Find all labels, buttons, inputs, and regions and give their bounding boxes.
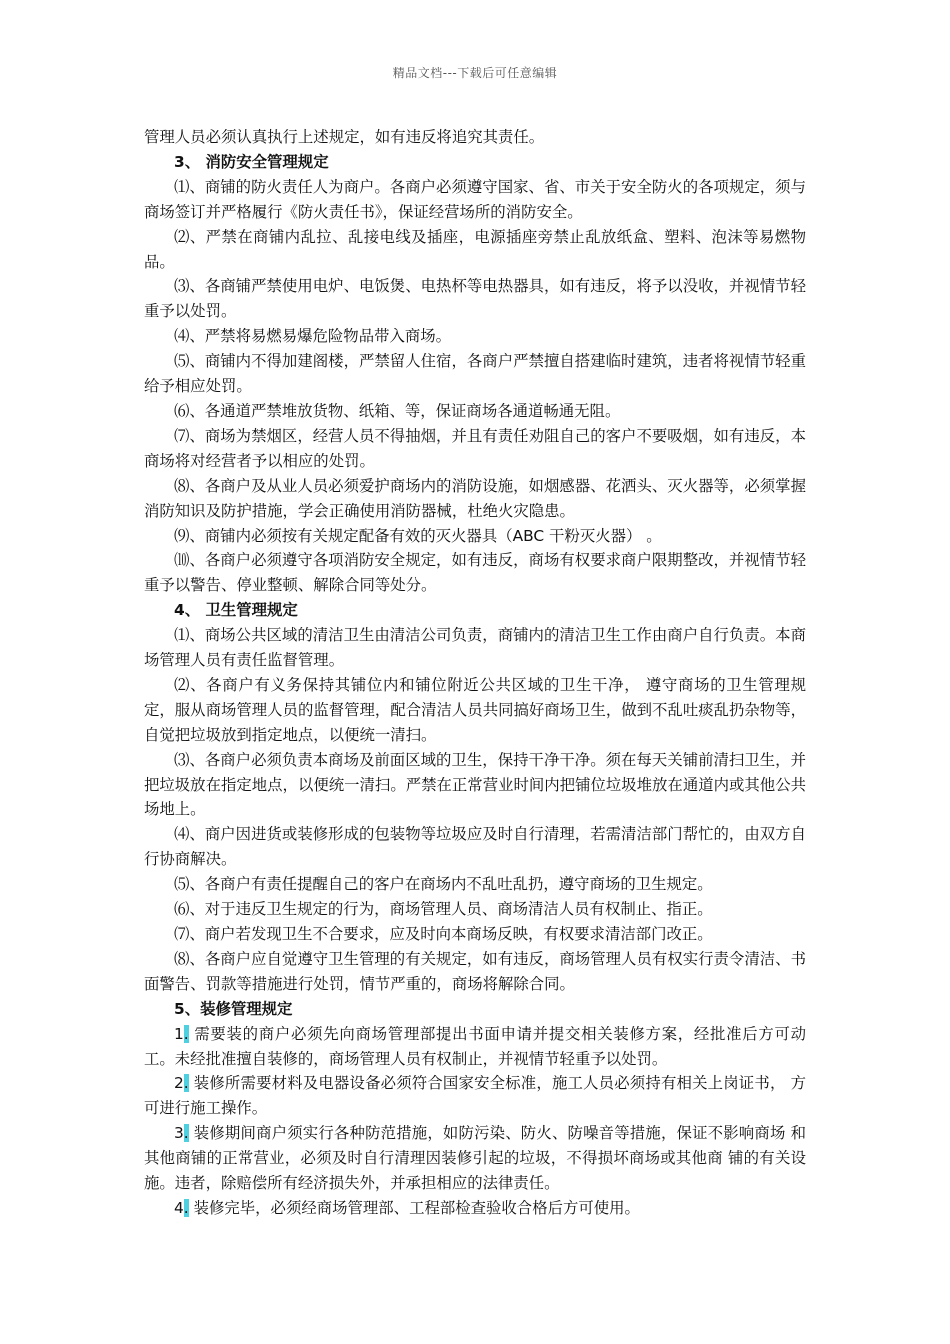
list-item: ⑸、商铺内不得加建阁楼，严禁留人住宿，各商户严禁擅自搭建临时建筑，违者将视情节轻重给予相应处罚。: [144, 352, 806, 396]
item-text: 装修期间商户须实行各种防范措施，如防污染、防火、防噪音等措施，保证不影响商场 和其他商铺的正常营业，必须及时自行清理因装修引起的垃圾，不得损坏商场或其他商 铺的有关设施。违者，除赔偿所有经济损失外，并承担相应的法律责任。: [144, 1124, 806, 1193]
list-item: ⑵、严禁在商铺内乱拉、乱接电线及插座，电源插座旁禁止乱放纸盒、塑料、泡沫等易燃物品。: [144, 227, 806, 271]
list-item: [144, 1071, 806, 1121]
list-item: [144, 1121, 806, 1196]
section-4-heading: 4、 卫生管理规定: [174, 601, 298, 620]
list-item: ⑴、商铺的防火责任人为商户。各商户必须遵守国家、省、市关于安全防火的各项规定，须与商场签订并严格履行《防火责任书》，保证经营场所的消防安全。: [144, 177, 806, 221]
list-item: ⑻、各商户及从业人员必须爱护商场内的消防设施，如烟感器、花洒头、灭火器等，必须掌握消防知识及防护措施，学会正确使用消防器械，杜绝火灾隐患。: [144, 476, 806, 520]
item-number: 1: [174, 1024, 184, 1043]
list-item: ⑴、商场公共区域的清洁卫生由清洁公司负责，商铺内的清洁卫生工作由商户自行负责。本商场管理人员有责任监督管理。: [144, 626, 806, 670]
item-text: 需要装的商户必须先向商场管理部提出书面申请并提交相关装修方案，经批准后方可动 工。未经批准擅自装修的，商场管理人员有权制止，并视情节轻重予以处罚。: [144, 1024, 806, 1068]
list-item: ⑵、各商户有义务保持其铺位内和铺位附近公共区域的卫生干净， 遵守商场的卫生管理规定，服从商场管理人员的监督管理，配合清洁人员共同搞好商场卫生，做到不乱吐痰乱扔杂物等，自觉把垃圾放到指定地点，以便统一清扫。: [144, 675, 806, 744]
list-item: ⑻、各商户应自觉遵守卫生管理的有关规定，如有违反，商场管理人员有权实行责令清洁、书面警告、罚款等措施进行处罚，情节严重的，商场将解除合同。: [144, 949, 806, 993]
list-item: [144, 1196, 806, 1221]
list-item: ⑷、商户因进货或装修形成的包装物等垃圾应及时自行清理，若需清洁部门帮忙的，由双方自行协商解决。: [144, 825, 806, 869]
item-text: 装修所需要材料及电器设备必须符合国家安全标准，施工人员必须持有相关上岗证书， 方可进行施工操作。: [144, 1074, 806, 1118]
highlight-dot: .: [183, 1024, 189, 1043]
section-5-heading: 5、装修管理规定: [174, 999, 293, 1018]
item-number: 4: [174, 1198, 184, 1217]
list-item: ⑹、对于违反卫生规定的行为，商场管理人员、商场清洁人员有权制止、指正。: [174, 900, 713, 919]
highlight-dot: .: [183, 1074, 189, 1093]
section-3-heading: 3、 消防安全管理规定: [174, 152, 329, 171]
list-item: ⑺、商场为禁烟区，经营人员不得抽烟，并且有责任劝阻自己的客户不要吸烟，如有违反，本商场将对经营者予以相应的处罚。: [144, 426, 806, 470]
list-item: ⑺、商户若发现卫生不合要求，应及时向本商场反映，有权要求清洁部门改正。: [174, 925, 713, 943]
item-number: 2: [174, 1074, 184, 1093]
intro-paragraph: 管理人员必须认真执行上述规定，如有违反将追究其责任。: [144, 128, 545, 146]
list-item: ⑶、各商铺严禁使用电炉、电饭煲、电热杯等电热器具，如有违反，将予以没收，并视情节轻重予以处罚。: [144, 277, 806, 321]
highlight-dot: .: [183, 1198, 189, 1217]
list-item: ⑽、各商户必须遵守各项消防安全规定，如有违反，商场有权要求商户限期整改，并视情节轻重予以警告、停业整顿、解除合同等处分。: [144, 551, 806, 595]
list-item: ⑶、各商户必须负责本商场及前面区域的卫生，保持干净干净。须在每天关铺前清扫卫生，并把垃圾放在指定地点，以便统一清扫。严禁在正常营业时间内把铺位垃圾堆放在通道内或其他公共场地上。: [144, 750, 806, 819]
item-number: 3: [174, 1124, 184, 1143]
highlight-dot: .: [183, 1124, 189, 1143]
list-item: ⑷、严禁将易燃易爆危险物品带入商场。: [174, 327, 452, 346]
list-item: ⑼、商铺内必须按有关规定配备有效的灭火器具（ABC 干粉灭火器） 。: [174, 526, 662, 545]
page-header: 精品文档---下载后可任意编辑: [392, 66, 558, 80]
list-item: ⑹、各通道严禁堆放货物、纸箱、等，保证商场各通道畅通无阻。: [174, 401, 621, 420]
item-text: 装修完毕，必须经商场管理部、工程部检查验收合格后方可使用。: [188, 1198, 640, 1217]
list-item: ⑸、各商户有责任提醒自己的客户在商场内不乱吐乱扔，遵守商场的卫生规定。: [174, 875, 713, 894]
document-body: [144, 125, 806, 1221]
list-item: [144, 1022, 806, 1072]
